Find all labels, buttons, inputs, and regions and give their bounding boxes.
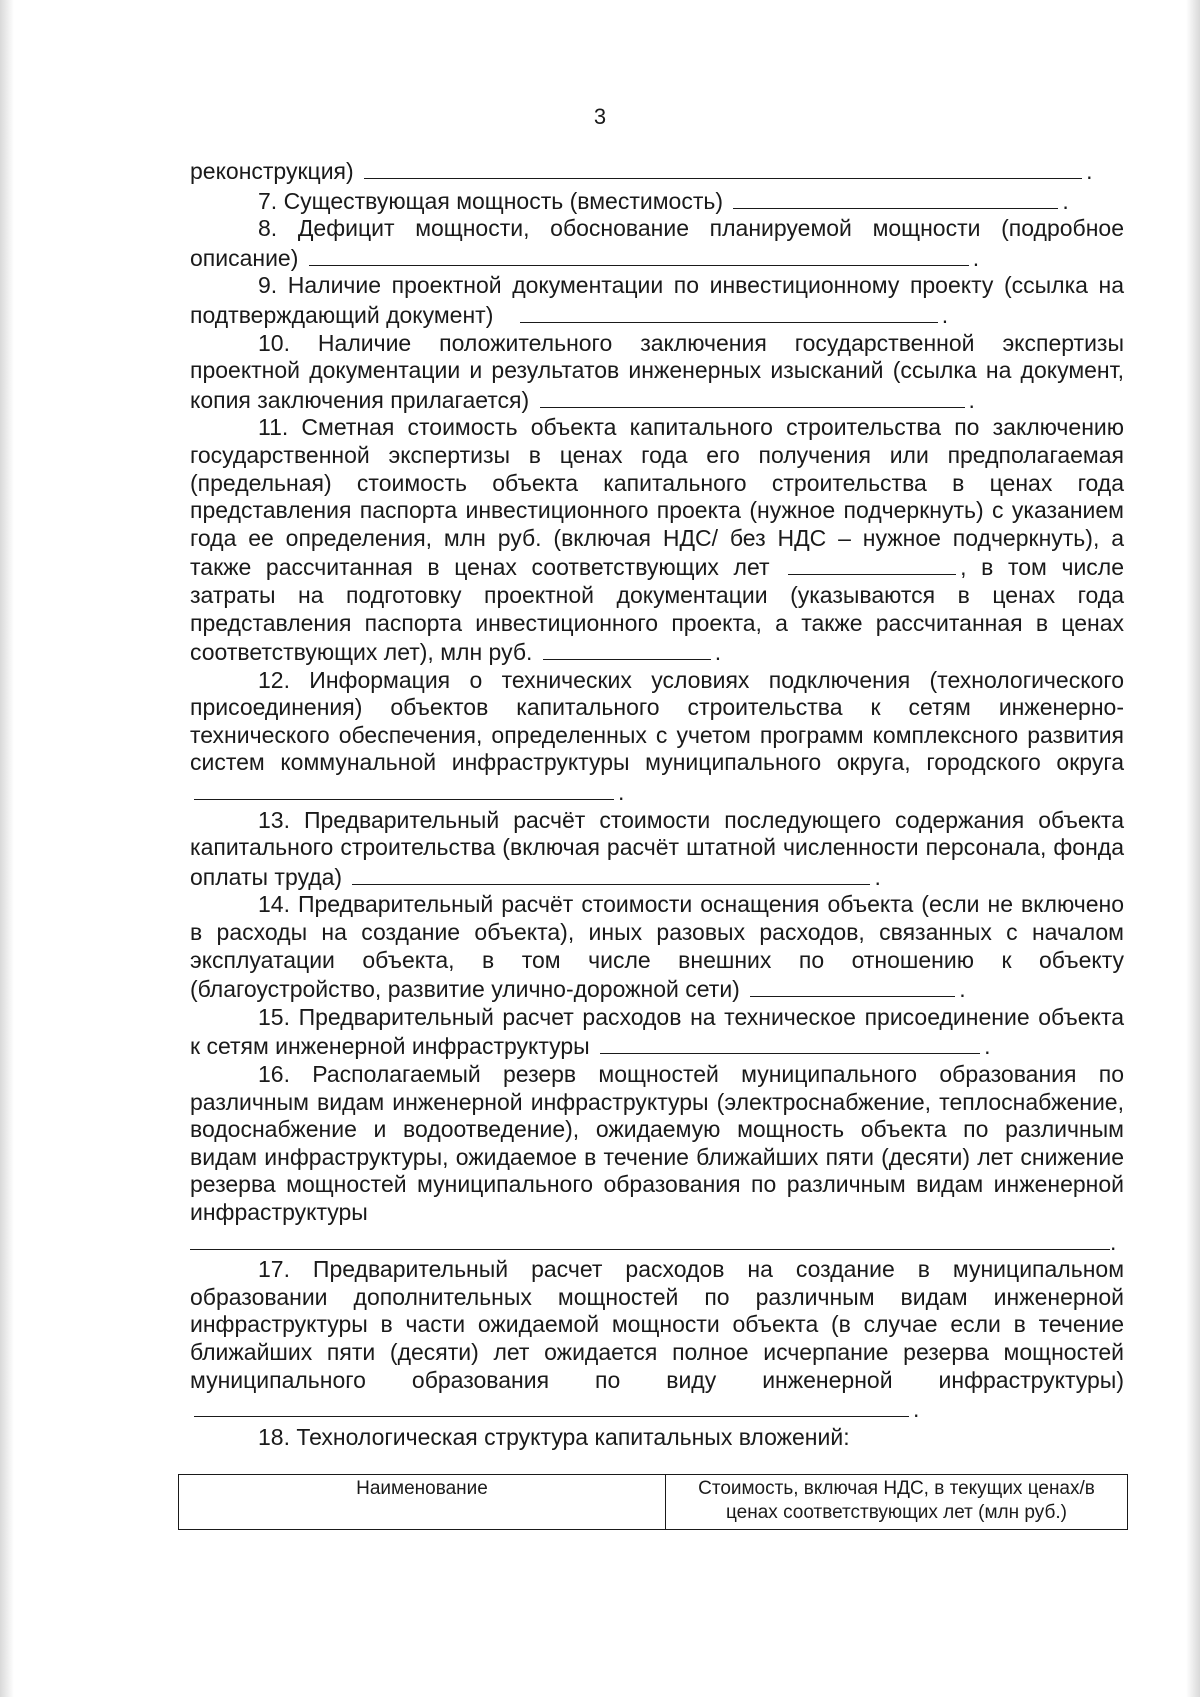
page-number: 3 [593,104,607,129]
paragraph-9: 9. Наличие проектной документации по инвестиционному проекту (ссылка на подтверждающий документ) . [190,272,1124,328]
scan-edge-right [1186,0,1200,1697]
paragraph-8: 8. Дефицит мощности, обоснование планируемой мощности (подробное описание) . [190,215,1124,271]
table-header-cost: Стоимость, включая НДС, в текущих ценах/в ценах соответствующих лет (млн руб.) [666,1475,1128,1530]
paragraph-continuation: реконструкция) . [190,158,1093,184]
fill-blank[interactable] [750,974,955,997]
fill-blank[interactable] [600,1031,980,1054]
document-body [190,156,1124,1451]
table-header-row [179,1475,1128,1530]
paragraph-7: 7. Существующая мощность (вместимость) . [258,187,1069,214]
fill-blank[interactable] [540,385,965,408]
fill-blank-cost[interactable] [543,637,711,660]
paragraph-14: 14. Предварительный расчёт стоимости оснащения объекта (если не включено в расходы на создание объекта), иных разовых расходов, связанных с началом эксплуатации объекта, в том числе внешних по отношению к объекту (благоустройство, развитие улично-дорожной сети) . [190,891,1124,1003]
paragraph-12: 12. Информация о технических условиях подключения (технологического присоединения) объектов капитального строительства к сетям инженерно-технического обеспечения, определенных с учетом программ комплексного развития систем коммунальной инфраструктуры муниципального округа, городского округа . [190,666,1124,806]
paragraph-18: 18. Технологическая структура капитальных вложений: [258,1423,850,1450]
fill-blank[interactable] [520,300,938,323]
capital-investment-structure-table [178,1474,1128,1530]
paragraph-15: 15. Предварительный расчет расходов на техническое присоединение объекта к сетям инженерной инфраструктуры . [190,1003,1124,1060]
fill-blank[interactable] [190,1227,1110,1250]
fill-blank[interactable] [352,862,870,885]
paragraph-17: 17. Предварительный расчет расходов на создание в муниципальном образовании дополнительных мощностей по различным видам инженерной инфраструктуры в части ожидаемой мощности объекта (в случае если в течение ближайших пяти (десяти) лет ожидается полное исчерпание резерва мощностей муниципального образования по виду инженерной инфраструктуры) . [190,1256,1124,1423]
fill-blank[interactable] [194,777,614,800]
fill-blank-years[interactable] [788,552,956,575]
paragraph-16-blank-line: . [190,1227,1124,1257]
table-header-name: Наименование [179,1475,666,1530]
fill-blank[interactable] [364,156,1082,179]
paragraph-11: 11. Сметная стоимость объекта капитального строительства по заключению государственной экспертизы в ценах года его получения или предполагаемая (предельная) стоимость объекта капитального строительства в ценах года представления паспорта инвестиционного проекта (нужное подчеркнуть) с указанием года ее определения, млн руб. (включая НДС/ без НДС – нужное подчеркнуть), а также рассчитанная в ценах соответствующих лет , в том числе затраты на подготовку проектной документации (указываются в ценах года представления паспорта инвестиционного проекта, а также рассчитанная в ценах соответствующих лет), млн руб. . [190,414,1124,666]
paragraph-13: 13. Предварительный расчёт стоимости последующего содержания объекта капитального строительства (включая расчёт штатной численности персонала, фонда оплаты труда) . [190,806,1124,890]
fill-blank[interactable] [733,186,1058,209]
paragraph-10: 10. Наличие положительного заключения государственной экспертизы проектной документации и результатов инженерных изысканий (ссылка на документ, копия заключения прилагается) . [190,329,1124,413]
fill-blank[interactable] [194,1394,909,1417]
scan-edge-left [0,0,14,1697]
fill-blank[interactable] [309,243,969,266]
paragraph-16: 16. Располагаемый резерв мощностей муниципального образования по различным видам инженерной инфраструктуры (электроснабжение, теплоснабжение, водоснабжение и водоотведение), ожидаемую мощность объекта по различным видам инфраструктуры, ожидаемое в течение ближайших пяти (десяти) лет снижение резерва мощностей муниципального образования по различным видам инженерной инфраструктуры [190,1061,1124,1225]
